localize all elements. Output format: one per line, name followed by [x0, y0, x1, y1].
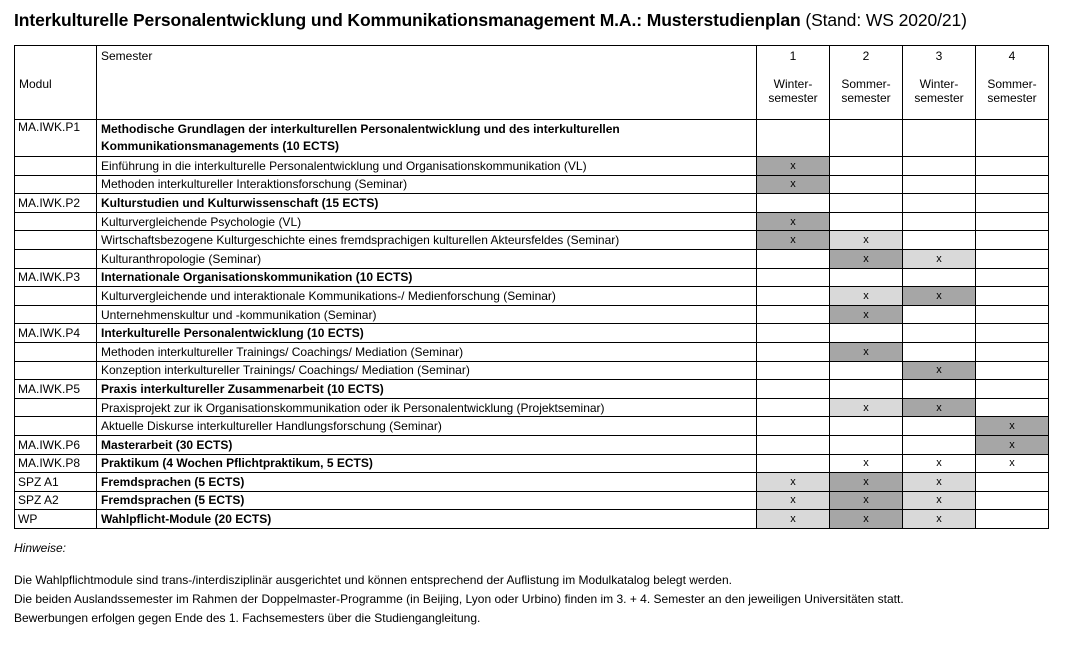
- hinweise-heading: Hinweise:: [14, 541, 67, 555]
- module-row: [15, 324, 1049, 343]
- module-code: SPZ A1: [15, 473, 97, 492]
- semester-3-mark: [903, 380, 976, 399]
- semester-4-mark: [976, 249, 1049, 268]
- semester-1-mark: x: [757, 157, 830, 176]
- module-row: [15, 435, 1049, 454]
- table-header-row: [15, 46, 1049, 120]
- semester-3-mark: x: [903, 249, 976, 268]
- semester-1-mark: [757, 361, 830, 380]
- semester-3-mark: x: [903, 287, 976, 306]
- module-row: [15, 194, 1049, 213]
- semester-2-mark: x: [830, 398, 903, 417]
- semester-2-mark: x: [830, 231, 903, 250]
- course-row: [15, 231, 1049, 250]
- module-code: MA.IWK.P5: [15, 380, 97, 399]
- semester-4-mark: [976, 324, 1049, 343]
- module-code: [15, 287, 97, 306]
- semester-3-mark: [903, 268, 976, 287]
- header-modul: Modul: [15, 46, 97, 120]
- semester-2-mark: x: [830, 454, 903, 473]
- module-code: [15, 417, 97, 436]
- module-code: [15, 157, 97, 176]
- course-row: [15, 417, 1049, 436]
- module-row: [15, 380, 1049, 399]
- semester-2-mark: [830, 268, 903, 287]
- semester-4-mark: [976, 361, 1049, 380]
- semester-3-mark: [903, 417, 976, 436]
- semester-1-mark: [757, 435, 830, 454]
- semester-4-mark: [976, 305, 1049, 324]
- module-code: WP: [15, 510, 97, 529]
- semester-2-mark: x: [830, 491, 903, 510]
- semester-3-mark: x: [903, 491, 976, 510]
- semester-1-mark: [757, 417, 830, 436]
- course-row: [15, 157, 1049, 176]
- notes-block: [14, 571, 904, 628]
- semester-3-mark: x: [903, 454, 976, 473]
- course-title: Konzeption interkultureller Trainings/ Coachings/ Mediation (Seminar): [97, 361, 757, 380]
- semester-2-mark: [830, 361, 903, 380]
- course-row: [15, 249, 1049, 268]
- header-semester-3: 3 Winter- semester: [903, 46, 976, 120]
- semester-4-mark: [976, 287, 1049, 306]
- module-row: [15, 454, 1049, 473]
- semester-1-mark: [757, 398, 830, 417]
- course-row: [15, 342, 1049, 361]
- semester-1-mark: [757, 249, 830, 268]
- semester-4-mark: [976, 342, 1049, 361]
- semester-3-mark: [903, 435, 976, 454]
- semester-4-mark: [976, 157, 1049, 176]
- module-title: Wahlpflicht-Module (20 ECTS): [97, 510, 757, 529]
- semester-2-mark: [830, 380, 903, 399]
- semester-2-mark: x: [830, 249, 903, 268]
- module-code: [15, 231, 97, 250]
- course-row: [15, 175, 1049, 194]
- module-row: [15, 268, 1049, 287]
- module-code: [15, 361, 97, 380]
- course-title: Kulturvergleichende und interaktionale Kommunikations-/ Medienforschung (Seminar): [97, 287, 757, 306]
- semester-1-mark: [757, 287, 830, 306]
- module-title: Praxis interkultureller Zusammenarbeit (10 ECTS): [97, 380, 757, 399]
- semester-3-mark: [903, 120, 976, 157]
- semester-3-mark: x: [903, 361, 976, 380]
- semester-4-mark: [976, 175, 1049, 194]
- title-main: Interkulturelle Personalentwicklung und Kommunikationsmanagement M.A.: Musterstudienplan: [14, 10, 801, 30]
- module-row: [15, 491, 1049, 510]
- semester-4-mark: [976, 194, 1049, 213]
- semester-1-mark: [757, 305, 830, 324]
- module-row: [15, 120, 1049, 157]
- semester-2-mark: [830, 417, 903, 436]
- module-code: [15, 398, 97, 417]
- semester-2-mark: x: [830, 287, 903, 306]
- semester-4-mark: [976, 491, 1049, 510]
- course-row: [15, 287, 1049, 306]
- module-row: [15, 510, 1049, 529]
- module-code: MA.IWK.P8: [15, 454, 97, 473]
- semester-3-mark: [903, 305, 976, 324]
- semester-3-mark: [903, 342, 976, 361]
- semester-3-mark: x: [903, 473, 976, 492]
- module-code: [15, 249, 97, 268]
- module-title: Kulturstudien und Kulturwissenschaft (15 ECTS): [97, 194, 757, 213]
- semester-2-mark: [830, 212, 903, 231]
- semester-2-mark: x: [830, 510, 903, 529]
- semester-2-mark: x: [830, 305, 903, 324]
- course-row: [15, 212, 1049, 231]
- course-title: Einführung in die interkulturelle Personalentwicklung und Organisationskommunikation (VL): [97, 157, 757, 176]
- semester-3-mark: [903, 157, 976, 176]
- semester-3-mark: [903, 324, 976, 343]
- semester-1-mark: [757, 194, 830, 213]
- course-title: Unternehmenskultur und -kommunikation (Seminar): [97, 305, 757, 324]
- semester-2-mark: [830, 435, 903, 454]
- course-title: Kulturvergleichende Psychologie (VL): [97, 212, 757, 231]
- course-title: Kulturanthropologie (Seminar): [97, 249, 757, 268]
- note-line: Die beiden Auslandssemester im Rahmen der Doppelmaster-Programme (in Beijing, Lyon oder Urbino) finden im 3. + 4. Semester an den jeweiligen Universitäten statt.: [14, 592, 904, 606]
- semester-1-mark: x: [757, 175, 830, 194]
- semester-3-mark: [903, 175, 976, 194]
- module-code: MA.IWK.P6: [15, 435, 97, 454]
- semester-2-mark: [830, 120, 903, 157]
- note-line: Die Wahlpflichtmodule sind trans-/interdisziplinär ausgerichtet und können entsprechend der Auflistung im Modulkatalog belegt werden.: [14, 573, 732, 587]
- course-row: [15, 361, 1049, 380]
- module-row: [15, 473, 1049, 492]
- semester-2-mark: x: [830, 342, 903, 361]
- semester-4-mark: [976, 380, 1049, 399]
- module-title: Internationale Organisationskommunikation (10 ECTS): [97, 268, 757, 287]
- semester-2-mark: [830, 324, 903, 343]
- semester-3-mark: x: [903, 510, 976, 529]
- module-code: MA.IWK.P1: [15, 120, 97, 157]
- course-title: Methoden interkultureller Interaktionsforschung (Seminar): [97, 175, 757, 194]
- module-code: [15, 175, 97, 194]
- semester-1-mark: x: [757, 473, 830, 492]
- semester-3-mark: x: [903, 398, 976, 417]
- module-code: MA.IWK.P3: [15, 268, 97, 287]
- semester-1-mark: x: [757, 491, 830, 510]
- note-line: Bewerbungen erfolgen gegen Ende des 1. Fachsemesters über die Studiengangleitung.: [14, 611, 481, 625]
- semester-3-mark: [903, 231, 976, 250]
- module-code: [15, 212, 97, 231]
- course-row: [15, 305, 1049, 324]
- module-code: [15, 342, 97, 361]
- semester-2-mark: x: [830, 473, 903, 492]
- semester-1-mark: [757, 454, 830, 473]
- course-title: Aktuelle Diskurse interkultureller Handlungsforschung (Seminar): [97, 417, 757, 436]
- semester-1-mark: x: [757, 231, 830, 250]
- semester-4-mark: x: [976, 454, 1049, 473]
- title-stand: (Stand: WS 2020/21): [800, 10, 967, 30]
- module-code: SPZ A2: [15, 491, 97, 510]
- semester-4-mark: [976, 473, 1049, 492]
- module-title: Praktikum (4 Wochen Pflichtpraktikum, 5 ECTS): [97, 454, 757, 473]
- semester-4-mark: [976, 510, 1049, 529]
- module-title: Methodische Grundlagen der interkulturellen Personalentwicklung und des interkulturellen Kommunikationsmanagements (10 ECTS): [97, 120, 757, 157]
- semester-2-mark: [830, 157, 903, 176]
- module-code: MA.IWK.P4: [15, 324, 97, 343]
- course-title: Methoden interkultureller Trainings/ Coachings/ Mediation (Seminar): [97, 342, 757, 361]
- semester-4-mark: x: [976, 417, 1049, 436]
- semester-1-mark: [757, 380, 830, 399]
- page-title: [14, 10, 967, 31]
- module-title: Fremdsprachen (5 ECTS): [97, 473, 757, 492]
- header-semester: Semester: [97, 46, 757, 120]
- module-code: MA.IWK.P2: [15, 194, 97, 213]
- semester-4-mark: [976, 398, 1049, 417]
- semester-4-mark: [976, 212, 1049, 231]
- course-title: Wirtschaftsbezogene Kulturgeschichte eines fremdsprachigen kulturellen Akteursfeldes (Seminar): [97, 231, 757, 250]
- module-title: Fremdsprachen (5 ECTS): [97, 491, 757, 510]
- module-title: Masterarbeit (30 ECTS): [97, 435, 757, 454]
- module-code: [15, 305, 97, 324]
- header-semester-2: 2 Sommer- semester: [830, 46, 903, 120]
- header-semester-4: 4 Sommer- semester: [976, 46, 1049, 120]
- course-row: [15, 398, 1049, 417]
- semester-4-mark: x: [976, 435, 1049, 454]
- semester-1-mark: [757, 268, 830, 287]
- semester-3-mark: [903, 212, 976, 231]
- semester-4-mark: [976, 120, 1049, 157]
- semester-2-mark: [830, 175, 903, 194]
- semester-1-mark: [757, 342, 830, 361]
- course-title: Praxisprojekt zur ik Organisationskommunikation oder ik Personalentwicklung (Projektseminar): [97, 398, 757, 417]
- semester-1-mark: x: [757, 212, 830, 231]
- semester-4-mark: [976, 268, 1049, 287]
- header-semester-1: 1 Winter- semester: [757, 46, 830, 120]
- study-plan-table: [14, 45, 1049, 529]
- semester-1-mark: x: [757, 510, 830, 529]
- semester-2-mark: [830, 194, 903, 213]
- semester-1-mark: [757, 120, 830, 157]
- module-title: Interkulturelle Personalentwicklung (10 ECTS): [97, 324, 757, 343]
- semester-3-mark: [903, 194, 976, 213]
- semester-1-mark: [757, 324, 830, 343]
- semester-4-mark: [976, 231, 1049, 250]
